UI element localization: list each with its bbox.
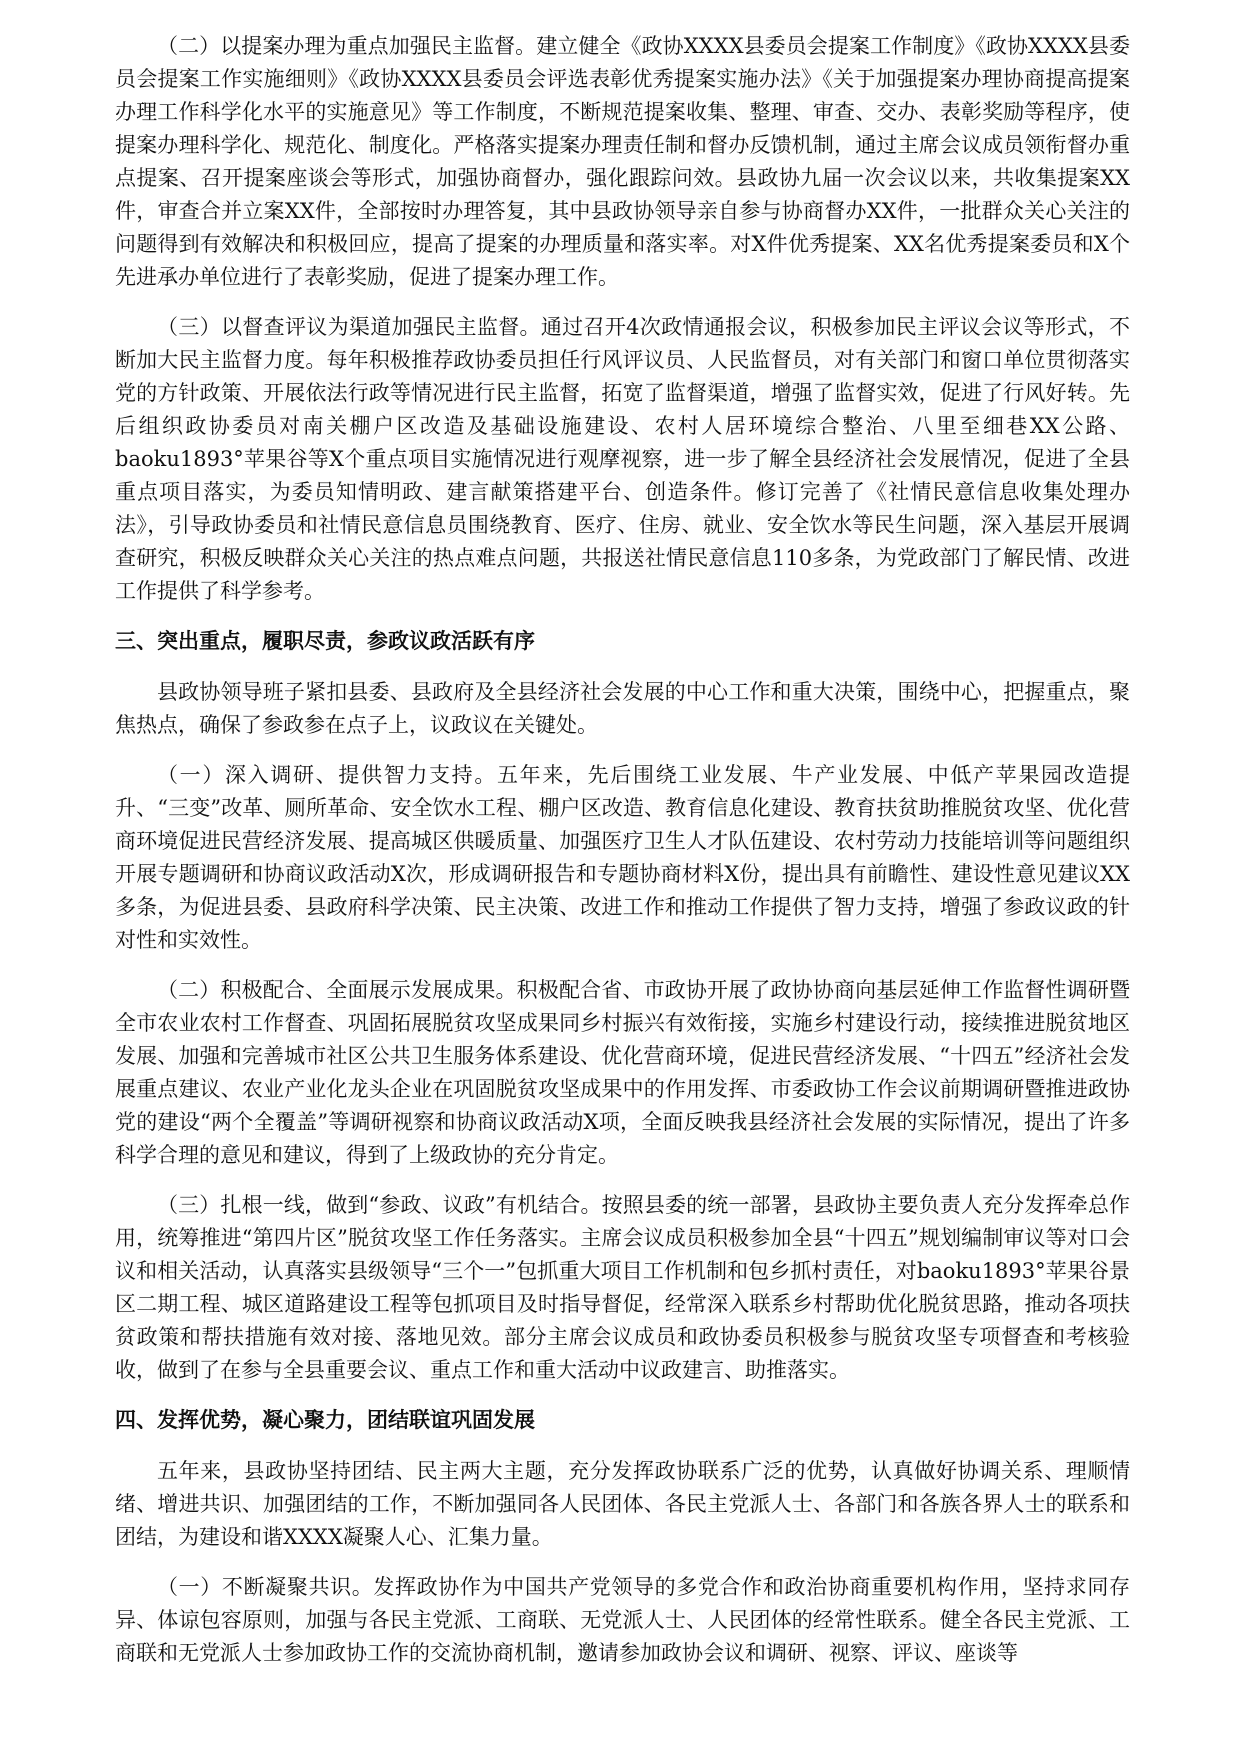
paragraph-research-support: （一）深入调研、提供智力支持。五年来，先后围绕工业发展、牛产业发展、中低产苹果园改造提升、“三变”改革、厕所革命、安全饮水工程、棚户区改造、教育信息化建设、教育扶贫助推脱贫攻坚、优化营商环境促进民营经济发展、提高城区供暖质量、加强医疗卫生人才队伍建设、农村劳动力技能培训等问题组织开展专题调研和协商议政活动X次，形成调研报告和专题协商材料X份，提出具有前瞻性、建设性意见建议XX多条，为促进县委、县政府科学决策、民主决策、改进工作和推动工作提供了智力支持，增强了参政议政的针对性和实效性。 xyxy=(115,763,1130,952)
paragraph-frontline-work: （三）扎根一线，做到“参政、议政”有机结合。按照县委的统一部署，县政协主要负责人充分发挥牵总作用，统筹推进“第四片区”脱贫攻坚工作任务落实。主席会议成员积极参加全县“十四五”规划编制审议等对口会议和相关活动，认真落实县级领导“三个一”包抓重大项目工作机制和包乡抓村责任，对baoku1893°苹果谷景区二期工程、城区道路建设工程等包抓项目及时指导督促，经常深入联系乡村帮助优化脱贫思路，推动各项扶贫政策和帮扶措施有效对接、落地见效。部分主席会议成员和政协委员积极参与脱贫攻坚专项督查和考核验收，做到了在参与全县重要会议、重点工作和重大活动中议政建言、助推落实。 xyxy=(115,1193,1130,1382)
paragraph-development-results: （二）积极配合、全面展示发展成果。积极配合省、市政协开展了政协协商向基层延伸工作监督性调研暨全市农业农村工作督查、巩固拓展脱贫攻坚成果同乡村振兴有效衔接，实施乡村建设行动，接续推进脱贫地区发展、加强和完善城市社区公共卫生服务体系建设、优化营商环境，促进民营经济发展、“十四五”经济社会发展重点建议、农业产业化龙头企业在巩固脱贫攻坚成果中的作用发挥、市委政协工作会议前期调研暨推进政协党的建设“两个全覆盖”等调研视察和协商议政活动X项，全面反映我县经济社会发展的实际情况，提出了许多科学合理的意见和建议，得到了上级政协的充分肯定。 xyxy=(115,978,1130,1167)
paragraph-inspection-supervision: （三）以督查评议为渠道加强民主监督。通过召开4次政情通报会议，积极参加民主评议会议等形式，不断加大民主监督力度。每年积极推荐政协委员担任行风评议员、人民监督员，对有关部门和窗口单位贯彻落实党的方针政策、开展依法行政等情况进行民主监督，拓宽了监督渠道，增强了监督实效，促进了行风好转。先后组织政协委员对南关棚户区改造及基础设施建设、农村人居环境综合整治、八里至细巷XX公路、baoku1893°苹果谷等X个重点项目实施情况进行观摩视察，进一步了解全县经济社会发展情况，促进了全县重点项目落实，为委员知情明政、建言献策搭建平台、创造条件。修订完善了《社情民意信息收集处理办法》，引导政协委员和社情民意信息员围绕教育、医疗、住房、就业、安全饮水等民生问题，深入基层开展调查研究，积极反映群众关心关注的热点难点问题，共报送社情民意信息110多条，为党政部门了解民情、改进工作提供了科学参考。 xyxy=(115,315,1130,603)
paragraph-section-three-intro: 县政协领导班子紧扣县委、县政府及全县经济社会发展的中心工作和重大决策，围绕中心，把握重点，聚焦热点，确保了参政参在点子上，议政议在关键处。 xyxy=(115,680,1130,737)
paragraph-section-four-intro: 五年来，县政协坚持团结、民主两大主题，充分发挥政协联系广泛的优势，认真做好协调关系、理顺情绪、增进共识、加强团结的工作，不断加强同各人民团体、各民主党派人士、各部门和各族各界人士的联系和团结，为建设和谐XXXX凝聚人心、汇集力量。 xyxy=(115,1459,1130,1549)
paragraph-consensus: （一）不断凝聚共识。发挥政协作为中国共产党领导的多党合作和政治协商重要机构作用，坚持求同存异、体谅包容原则，加强与各民主党派、工商联、无党派人士、人民团体的经常性联系。健全各民主党派、工商联和无党派人士参加政协工作的交流协商机制，邀请参加政协会议和调研、视察、评议、座谈等 xyxy=(115,1575,1130,1665)
section-heading-four: 四、发挥优势，凝心聚力，团结联谊巩固发展 xyxy=(115,1408,535,1432)
document-page xyxy=(115,30,1130,1687)
section-heading-three: 三、突出重点，履职尽责，参政议政活跃有序 xyxy=(115,629,535,653)
paragraph-proposal-supervision: （二）以提案办理为重点加强民主监督。建立健全《政协XXXX县委员会提案工作制度》《政协XXXX县委员会提案工作实施细则》《政协XXXX县委员会评选表彰优秀提案实施办法》《关于加强提案办理协商提高提案办理工作科学化水平的实施意见》等工作制度，不断规范提案收集、整理、审查、交办、表彰奖励等程序，使提案办理科学化、规范化、制度化。严格落实提案办理责任制和督办反馈机制，通过主席会议成员领衔督办重点提案、召开提案座谈会等形式，加强协商督办，强化跟踪问效。县政协九届一次会议以来，共收集提案XX件，审查合并立案XX件，全部按时办理答复，其中县政协领导亲自参与协商督办XX件，一批群众关心关注的问题得到有效解决和积极回应，提高了提案的办理质量和落实率。对X件优秀提案、XX名优秀提案委员和X个先进承办单位进行了表彰奖励，促进了提案办理工作。 xyxy=(115,34,1130,289)
